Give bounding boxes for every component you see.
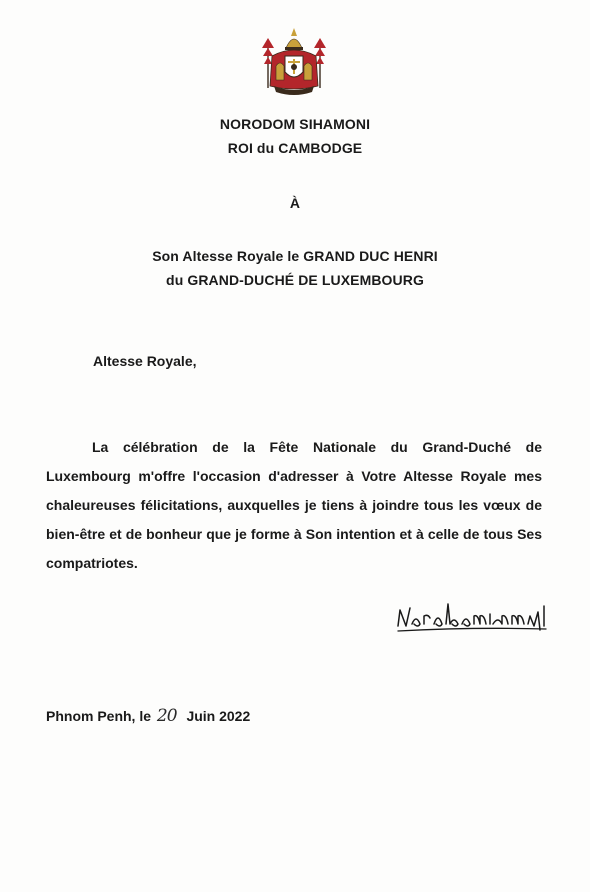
handwritten-signature	[394, 596, 550, 636]
place-and-date	[46, 706, 250, 726]
month-year: Juin 2022	[186, 708, 251, 724]
place-prefix: Phnom Penh, le	[46, 708, 152, 724]
handwritten-day: 20	[156, 706, 177, 726]
recipient-line-2: du GRAND-DUCHÉ DE LUXEMBOURG	[166, 272, 424, 288]
sender-name: NORODOM SIHAMONI	[219, 116, 371, 132]
recipient-line-1: Son Altesse Royale le GRAND DUC HENRI	[152, 248, 438, 264]
salutation: Altesse Royale,	[93, 353, 197, 369]
royal-coat-of-arms-icon	[258, 26, 330, 98]
letter-body: La célébration de la Fête Nationale du Grand-Duché de Luxembourg m'offre l'occasion d'adresser à Votre Altesse Royale mes chaleureuses félicitations, auxquelles je tiens à joindre tous les vœux de bien-être et de bonheur que je forme à Son intention et à celle de tous Ses compatriotes.	[46, 439, 542, 571]
sender-title: ROI du CAMBODGE	[227, 140, 363, 156]
addressee-marker: À	[289, 195, 301, 211]
